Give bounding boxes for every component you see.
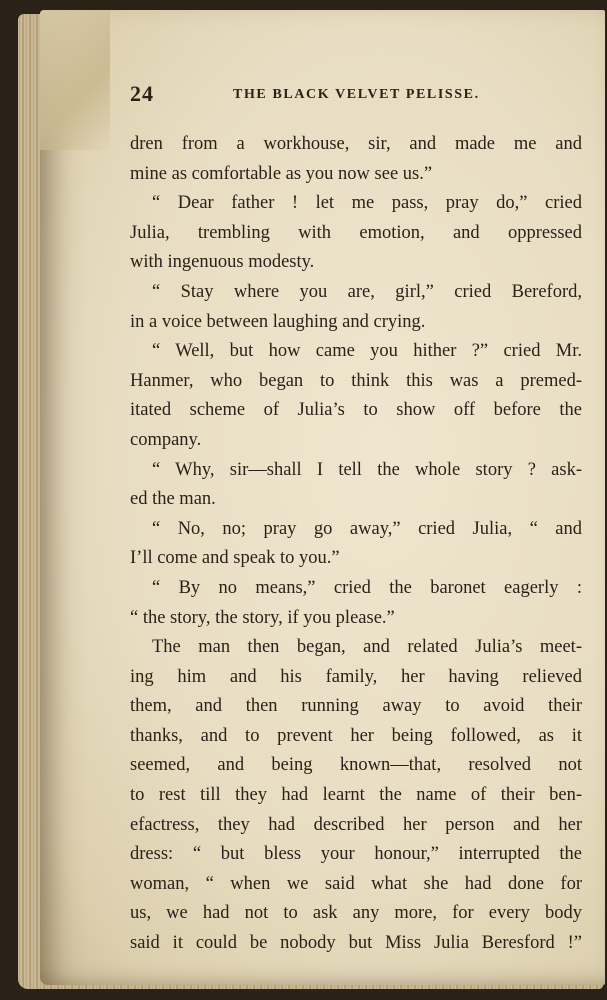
text-line: dren from a workhouse, sir, and made me and xyxy=(130,134,582,154)
text-line: “ By no means,” cried the baronet eagerly : xyxy=(152,577,582,598)
text-line: them, and then running away to avoid their xyxy=(130,696,582,717)
text-line: seemed, and being known—that, resolved not xyxy=(130,755,582,776)
text-line: “ Well, but how came you hither ?” cried Mr. xyxy=(152,341,582,362)
text-line: “ the story, the story, if you please.” xyxy=(130,607,395,628)
text-line: ing him and his family, her having relieved xyxy=(130,666,582,687)
text-line: “ No, no; pray go away,” cried Julia, “ and xyxy=(152,518,582,539)
text-line: thanks, and to prevent her being followed, as it xyxy=(130,725,582,746)
text-line: with ingenuous modesty. xyxy=(130,252,315,273)
text-line: in a voice between laughing and crying. xyxy=(130,311,426,332)
text-line: Hanmer, who began to think this was a premed- xyxy=(130,370,582,391)
page-number: 24 xyxy=(130,81,154,106)
text-line: company. xyxy=(130,429,202,450)
text-line: dress: “ but bless your honour,” interrupted the xyxy=(130,844,582,865)
text-line: mine as comfortable as you now see us.” xyxy=(130,163,433,184)
text-line: said it could be nobody but Miss Julia Beresford !” xyxy=(130,933,582,954)
text-line: Julia, trembling with emotion, and oppressed xyxy=(130,222,582,243)
text-line: us, we had not to ask any more, for every body xyxy=(130,903,582,924)
page-fold xyxy=(40,10,110,150)
text-line: to rest till they had learnt the name of their ben- xyxy=(130,785,582,806)
text-line: ed the man. xyxy=(130,489,216,510)
text-line: “ Stay where you are, girl,” cried Bereford, xyxy=(152,281,582,302)
text-line: “ Why, sir—shall I tell the whole story ? ask- xyxy=(152,459,582,480)
text-line: itated scheme of Julia’s to show off before the xyxy=(130,400,582,421)
body-text xyxy=(130,130,582,959)
text-line: efactress, they had described her person and her xyxy=(130,814,582,835)
text-line: The man then began, and related Julia’s meet- xyxy=(152,637,582,658)
text-line: woman, “ when we said what she had done for xyxy=(130,873,582,894)
text-line: “ Dear father ! let me pass, pray do,” cried xyxy=(152,193,582,214)
text-line: I’ll come and speak to you.” xyxy=(130,548,340,569)
running-title: THE BLACK VELVET PELISSE. xyxy=(233,87,480,102)
page-header xyxy=(130,81,590,106)
